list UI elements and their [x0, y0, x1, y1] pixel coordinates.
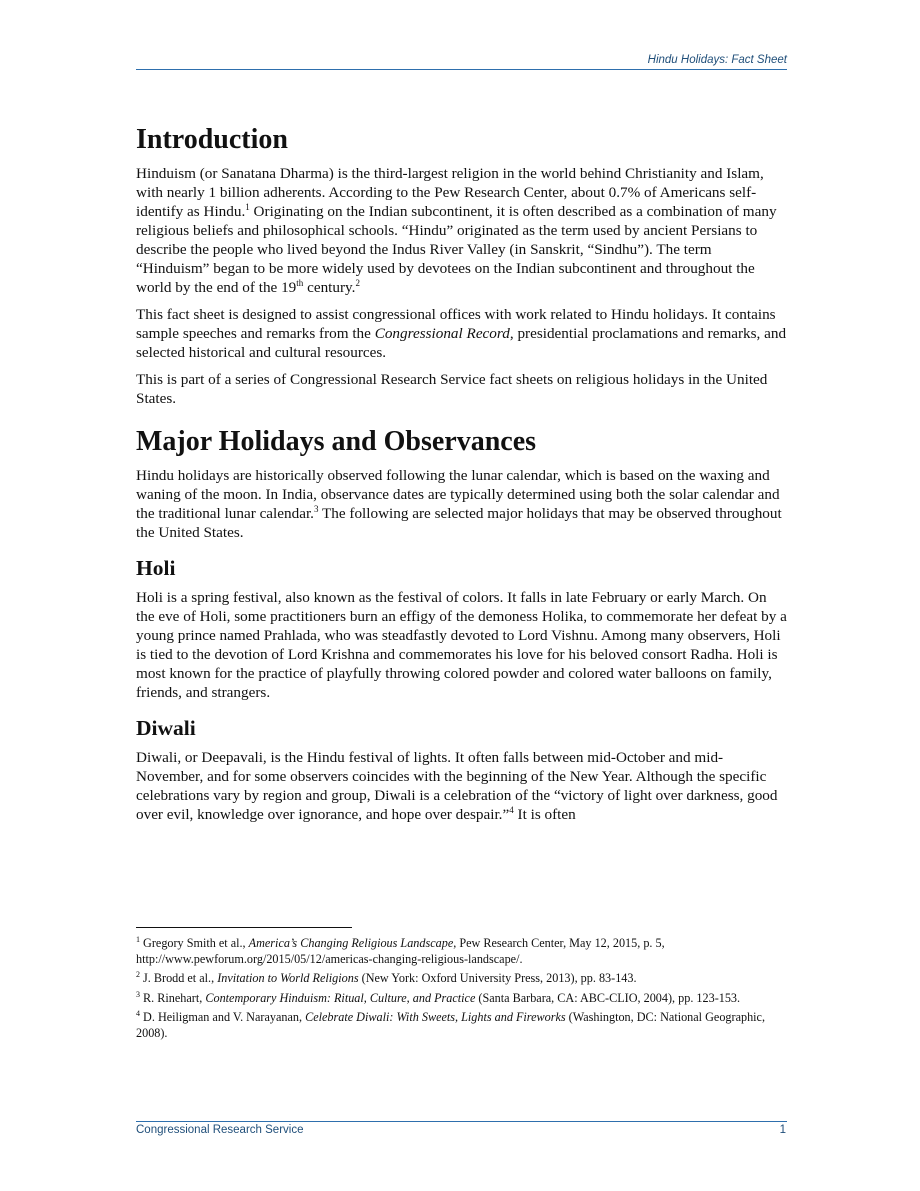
page-number: 1: [779, 1124, 786, 1136]
major-paragraph-1: Hindu holidays are historically observed following the lunar calendar, which is based on the waxing and waning of the moon. In India, observance dates are typically determined using both the solar calendar and the traditional lunar calendar.$^3$ The following are selected major holidays that may be observed throughout the United States.: [136, 467, 782, 541]
intro-paragraph-3: This is part of a series of Congressional Research Service fact sheets on religious holidays in the United States.: [136, 371, 768, 407]
holi-paragraph: Holi is a spring festival, also known as the festival of colors. It falls in late February or early March. On the eve of Holi, some practitioners burn an effigy of the demoness Holika, to commemorate her defeat by a young prince named Prahlada, who was steadfastly devoted to Lord Vishnu. Among many observers, Holi is tied to the devotion of Lord Krishna and commemorates his love for his beloved consort Radha. Holi is most known for the practice of playfully throwing colored powder and colored water balloons on family, friends, and strangers.: [136, 589, 787, 701]
running-header: Hindu Holidays: Fact Sheet: [647, 54, 787, 66]
footnote-ref-4[interactable]: 4: [509, 804, 514, 815]
footer-organization: Congressional Research Service: [136, 1124, 304, 1136]
footnote-3: $^3$ R. Rinehart, Contemporary Hinduism: Ritual, Culture, and Practice (Santa Barbara, CA: ABC-CLIO, 2004), pp. 123-153.: [136, 989, 741, 1005]
footnote-2: $^2$ J. Brodd et al., Invitation to World Religions (New York: Oxford University Press, 2013), pp. 83-143.: [136, 969, 637, 985]
footnotes: [136, 936, 788, 1045]
heading-holi: Holi: [136, 556, 176, 580]
diwali-paragraph: Diwali, or Deepavali, is the Hindu festival of lights. It often falls between mid-October and mid-November, and for some observers coincides with the beginning of the New Year. Although the specific celebrations vary by region and group, Diwali is a celebration of the “victory of light over darkness, good over evil, knowledge over ignorance, and hope over despair.”$^4$ It is often: [136, 749, 778, 823]
footer-rule: [136, 1121, 787, 1122]
footnote-ref-2[interactable]: 2: [355, 277, 360, 288]
footnote-ref-1[interactable]: 1: [245, 201, 250, 212]
footnote-4: $^4$ D. Heiligman and V. Narayanan, Celebrate Diwali: With Sweets, Lights and Fireworks (Washington, DC: National Geographic, 2008).: [136, 1008, 766, 1040]
intro-paragraph-2: This fact sheet is designed to assist congressional offices with work related to Hindu holidays. It contains sample speeches and remarks from the Congressional Record, presidential proclamations and remarks, and selected historical and cultural resources.: [136, 306, 787, 361]
heading-major-holidays: Major Holidays and Observances: [136, 426, 537, 457]
heading-introduction: Introduction: [136, 124, 288, 155]
header-rule: [136, 69, 787, 70]
footnote-separator: [136, 927, 352, 928]
page-content: [136, 122, 788, 832]
footnote-1: $^1$ Gregory Smith et al., America’s Changing Religious Landscape, Pew Research Center, May 12, 2015, p. 5, http://www.pewforum.org/2015/05/12/americas-changing-religious-landscape/.: [136, 934, 665, 966]
heading-diwali: Diwali: [136, 716, 196, 740]
intro-paragraph-1: Hinduism (or Sanatana Dharma) is the third-largest religion in the world behind Christianity and Islam, with nearly 1 billion adherents. According to the Pew Research Center, about 0.7% of Americans self-identify as Hindu.$^1$ Originating on the Indian subcontinent, it is often described as a combination of many religious beliefs and philosophical schools. “Hindu” originated as the term used by ancient Persians to describe the people who lived beyond the Indus River Valley (in Sanskrit, “Sindhu”). The term “Hinduism” began to be more widely used by devotees on the Indian subcontinent and throughout the world by the end of the 19th century.$^2$: [136, 165, 777, 296]
footnote-ref-3[interactable]: 3: [313, 503, 319, 514]
